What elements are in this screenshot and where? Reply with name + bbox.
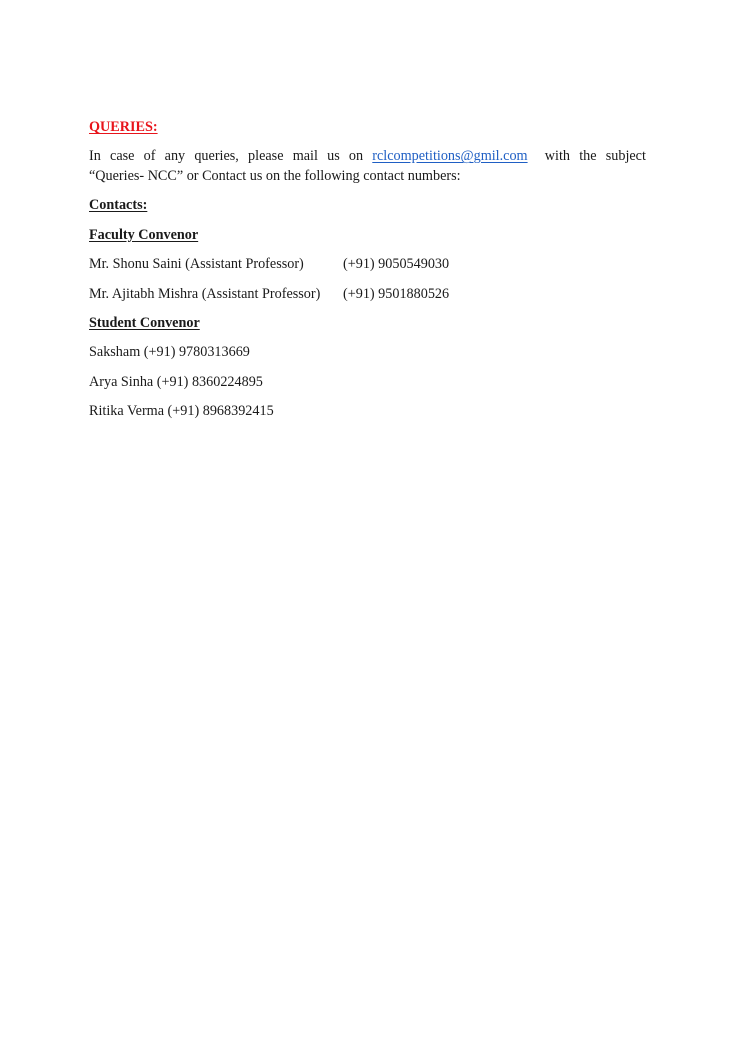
student-convenor-heading: Student Convenor: [89, 315, 200, 331]
faculty-name: Mr. Ajitabh Mishra (Assistant Professor): [89, 286, 321, 302]
intro-word: subject: [605, 148, 646, 164]
intro-word: us: [327, 148, 340, 164]
intro-word: In: [89, 148, 101, 164]
faculty-convenor-heading: Faculty Convenor: [89, 227, 199, 243]
faculty-name: Mr. Shonu Saini (Assistant Professor): [89, 256, 304, 272]
intro-word: with: [544, 148, 571, 164]
intro-word: of: [143, 148, 156, 164]
queries-intro-line-1: [89, 147, 646, 165]
contacts-heading: Contacts:: [89, 197, 148, 213]
student-contact: Arya Sinha (+91) 8360224895: [89, 374, 263, 390]
student-contact: Saksham (+91) 9780313669: [89, 344, 250, 360]
intro-word: the: [579, 148, 597, 164]
intro-word: queries,: [194, 148, 239, 164]
faculty-phone: (+91) 9050549030: [343, 256, 450, 272]
intro-word: any: [164, 148, 186, 164]
student-contact: Ritika Verma (+91) 8968392415: [89, 403, 274, 419]
faculty-row: [89, 285, 646, 303]
intro-word: mail: [292, 148, 318, 164]
faculty-row: [89, 255, 646, 273]
queries-heading: QUERIES:: [89, 119, 158, 135]
intro-word: please: [248, 148, 284, 164]
queries-intro-line-2: “Queries- NCC” or Contact us on the following contact numbers:: [89, 168, 461, 184]
email-link[interactable]: rclcompetitions@gmil.com: [372, 148, 528, 164]
faculty-phone: (+91) 9501880526: [343, 286, 450, 302]
intro-word: on: [348, 148, 364, 164]
intro-word: case: [110, 148, 135, 164]
